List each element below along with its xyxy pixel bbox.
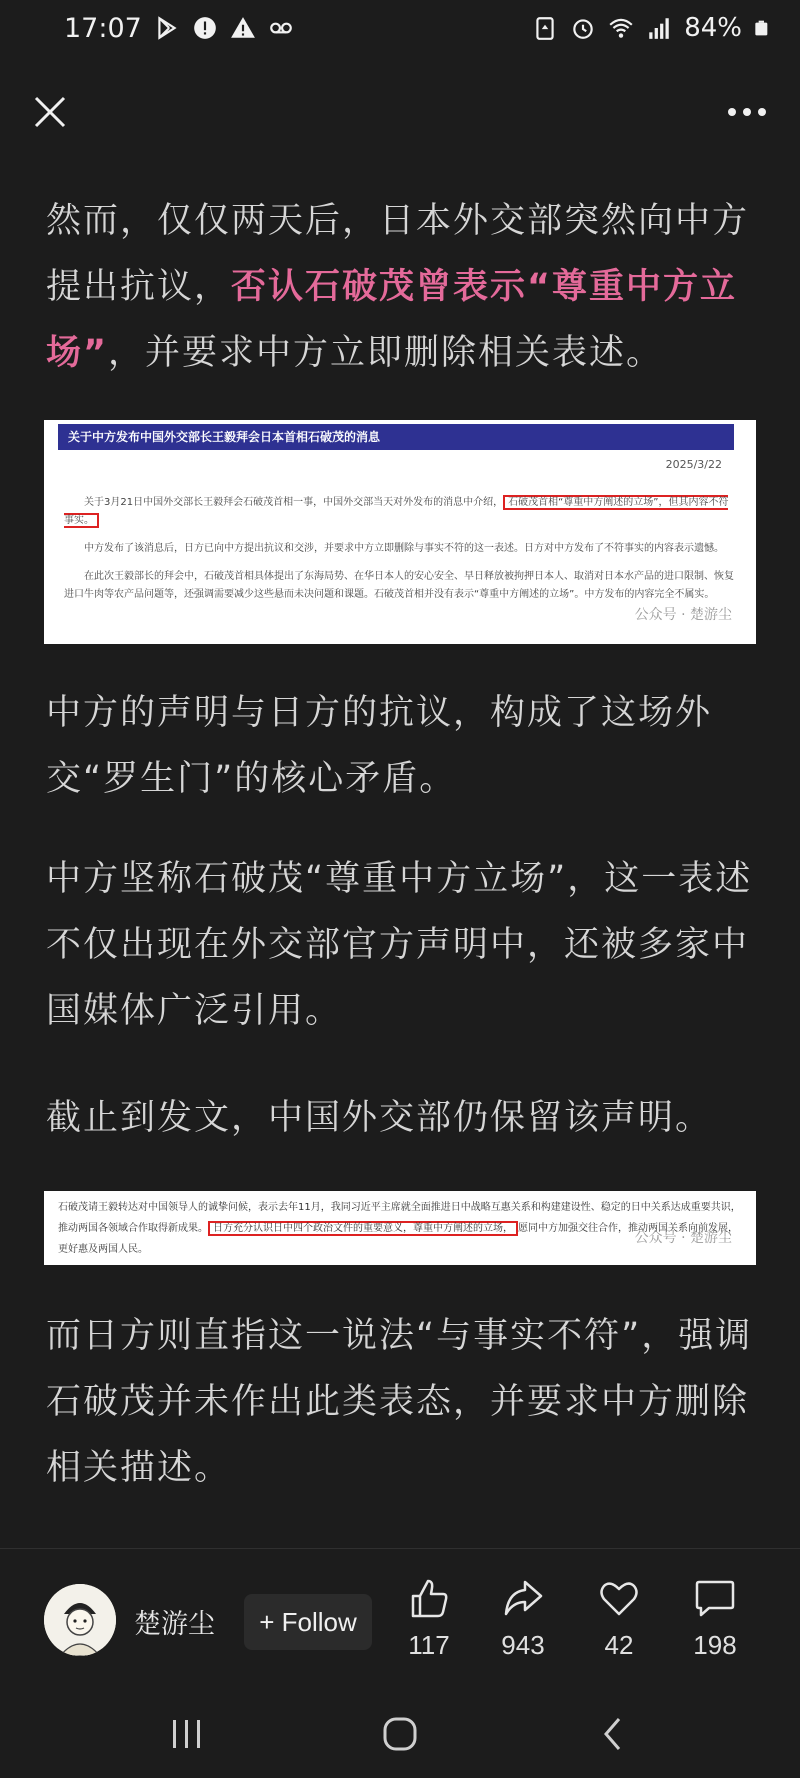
status-bar [0,0,800,56]
like-button[interactable] [394,1576,464,1661]
watermark: 公众号 · 楚游尘 [634,607,732,623]
highlighted-quote: 否认石破茂曾表示“尊重中方立场” [46,267,738,373]
status-time: 17:07 [64,12,142,44]
home-icon [381,1715,419,1753]
like-count: 117 [408,1630,450,1660]
paragraph-1-text-end: ，并要求中方立即删除相关表述。 [108,333,664,373]
image-text: 关于3月21日中国外交部长王毅拜会石破茂首相一事，中国外交部当天对外发布的消息中介绍， [84,497,504,508]
quote-text: 石破茂请王毅转达对中国领导人的诚挚问候，表示去年11月，我同习近平主席就全面推进日中战略互惠关系和构建建设性、稳定的日中关系达成重要共识，推动两国各领域合作取得新成果。 [58,1202,741,1234]
paragraph-4: 截止到发文，中国外交部仍保留该声明。 [46,1098,713,1138]
signal-icon [646,15,672,41]
article-paragraph-1 [46,188,758,386]
divider [0,1548,800,1549]
share-button[interactable] [488,1576,558,1661]
paragraph-2: 中方的声明与日方的抗议，构成了这场外交“罗生门”的核心矛盾。 [46,693,713,799]
paragraph-1-text: 然而，仅仅两天后，日本外交部突然向中方提出抗议， [46,201,750,307]
quote-highlight-box: 日方充分认识日中四个政治文件的重要意义，尊重中方阐述的立场， [208,1221,518,1236]
image-paragraph-1 [64,494,736,530]
system-nav-bar [0,1690,800,1778]
paragraph-3: 中方坚称石破茂“尊重中方立场”，这一表述不仅出现在外交部官方声明中，还被多家中国媒体广泛引用。 [46,859,753,1031]
close-icon [33,95,67,129]
article-paragraph-3 [46,846,758,1044]
paragraph-1 [46,188,758,386]
image-header: 关于中方发布中国外交部长王毅拜会日本首相石破茂的消息 [58,424,734,450]
alert-circle-icon [192,15,218,41]
share-count: 943 [501,1630,545,1660]
image-date: 2025/3/22 [665,458,722,471]
back-button[interactable] [583,1704,643,1764]
favorite-count: 42 [604,1630,634,1660]
more-options-icon [727,107,767,117]
statement-image[interactable] [44,420,756,644]
article-paragraph-2 [46,680,758,812]
battery-icon [754,15,770,41]
article-paragraph-4 [46,1085,758,1151]
battery-percent: 84% [684,13,742,43]
comment-count: 198 [693,1630,737,1660]
thumbs-up-icon [407,1576,451,1620]
recent-apps-button[interactable] [157,1704,217,1764]
more-options-button[interactable] [724,92,770,132]
close-button[interactable] [30,92,70,132]
battery-saver-icon [532,15,558,41]
status-right [532,13,770,43]
quote-text-end: 愿同中方加强交往合作，推动两国关系向前发展，更好惠及两国人民。 [58,1223,738,1255]
home-button[interactable] [370,1704,430,1764]
comment-button[interactable] [680,1576,750,1661]
article-paragraph-5 [46,1303,758,1501]
top-bar [0,82,800,142]
recent-apps-icon [169,1718,205,1750]
follow-button[interactable]: + Follow [244,1594,372,1650]
wifi-icon [608,15,634,41]
share-icon [501,1576,545,1620]
voicemail-icon [268,15,294,41]
alarm-icon [570,15,596,41]
image-paragraph-2: 中方发布了该消息后，日方已向中方提出抗议和交涉，并要求中方立即删除与事实不符的这一表述。日方对中方发布了不符事实的内容表示遗憾。 [84,543,724,554]
comment-icon [693,1576,737,1620]
author-name[interactable]: 楚游尘 [134,1609,215,1640]
image-body [64,494,736,614]
quote-image[interactable] [44,1191,756,1265]
highlight-box: 石破茂首相“尊重中方阐述的立场”，但其内容不符事实。 [64,497,729,526]
play-store-icon [154,15,180,41]
favorite-button[interactable] [584,1576,654,1661]
status-left [64,13,294,44]
avatar-illustration [44,1584,116,1656]
heart-icon [597,1576,641,1620]
watermark-2: 公众号 · 楚游尘 [634,1230,732,1246]
engagement-bar [0,1556,800,1686]
back-icon [601,1716,625,1752]
paragraph-5: 而日方则直指这一说法“与事实不符”，强调石破茂并未作出此类表态，并要求中方删除相关描述。 [46,1316,753,1488]
image-paragraph-3: 在此次王毅部长的拜会中，石破茂首相具体提出了东海局势、在华日本人的安心安全、早日释放被拘押日本人、取消对日本水产品的进口限制、恢复进口牛肉等农产品问题等，还强调需要减少这些悬而未决问题和课题。石破茂首相并没有表示“尊重中方阐述的立场”。中方发布的内容完全不属实。 [64,571,734,600]
avatar[interactable] [44,1584,116,1656]
warning-icon [230,15,256,41]
